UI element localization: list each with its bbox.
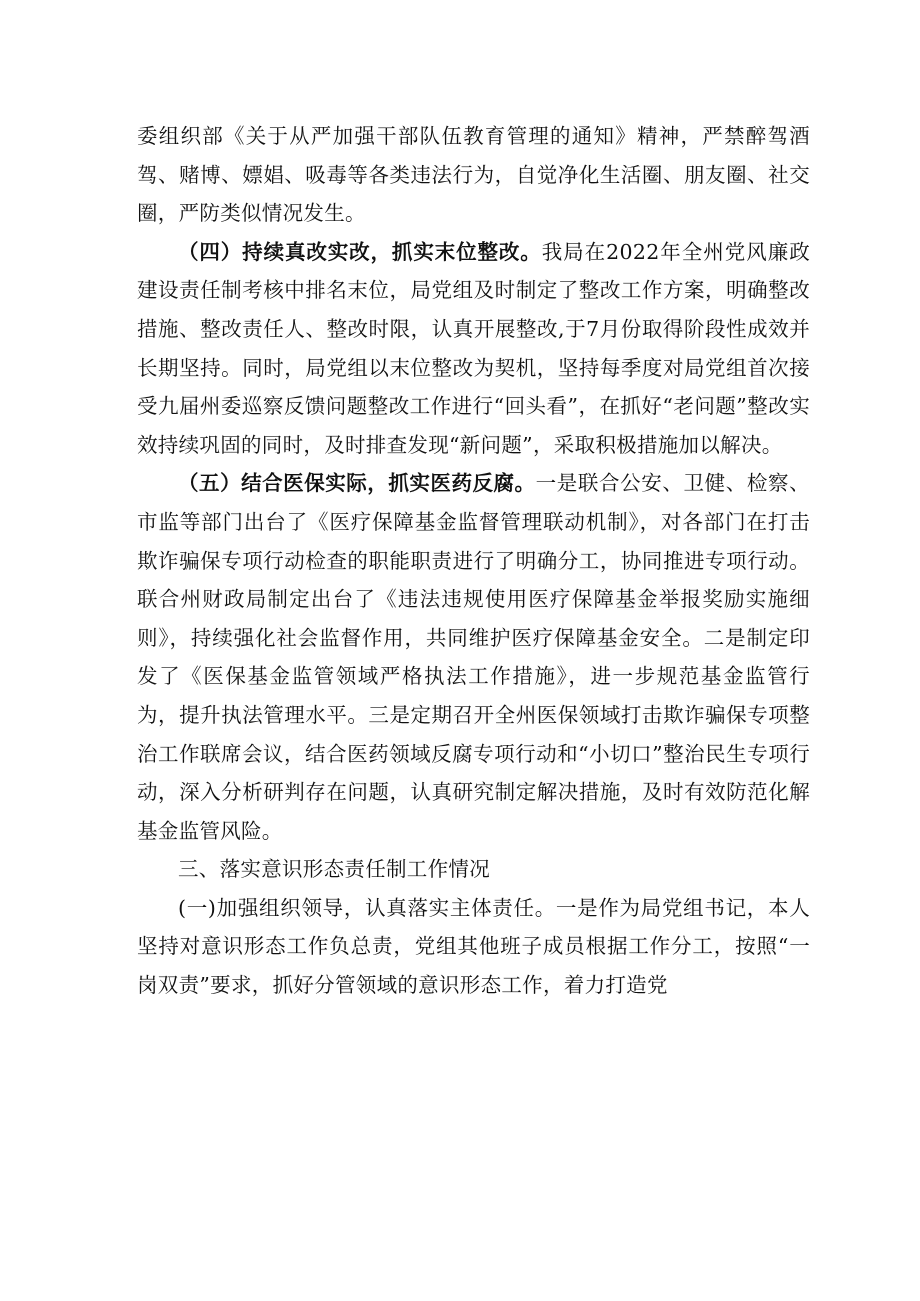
document-body [137,117,810,1005]
paragraph-text: 一是联合公安、卫健、检察、市监等部门出台了《医疗保障基金监督管理联动机制》，对各部门在打击欺诈骗保专项行动检查的职能职责进行了明确分工，协同推进专项行动。联合州财政局制定出台了《违法违规使用医疗保障基金举报奖励实施细则》，持续强化社会监督作用，共同维护医疗保障基金安全。二是制定印发了《医保基金监管领域严格执法工作措施》，进一步规范基金监管行为，提升执法管理水平。三是定期召开全州医保领域打击欺诈骗保专项整治工作联席会议，结合医药领域反腐专项行动和“小切口”整治民生专项行动，深入分析研判存在问题，认真研究制定解决措施，及时有效防范化解基金监管风险。 [137,471,810,843]
section-title-text: 三、落实意识形态责任制工作情况 [178,857,490,882]
paragraph-anticorruption [137,464,810,850]
paragraph-continuation [137,117,810,233]
paragraph-rectification [137,233,810,465]
paragraph-text: 我局在2022年全州党风廉政建设责任制考核中排名末位，局党组及时制定了整改工作方案，明确整改措施、整改责任人、整改时限，认真开展整改,于7月份取得阶段性成效并长期坚持。同时，局党组以末位整改为契机，坚持每季度对局党组首次接受九届州委巡察反馈问题整改工作进行“回头看”，在抓好“老问题”整改实效持续巩固的同时，及时排查发现“新问题”，采取积极措施加以解决。 [137,239,810,457]
paragraph-leadership [137,889,810,1005]
paragraph-text: (一)加强组织领导，认真落实主体责任。一是作为局党组书记，本人坚持对意识形态工作负总责，党组其他班子成员根据工作分工，按照“一岗双责”要求，抓好分管领域的意识形态工作，着力打造党 [137,895,810,998]
paragraph-text: 委组织部《关于从严加强干部队伍教育管理的通知》精神，严禁醉驾酒驾、赌博、嫖娼、吸毒等各类违法行为，自觉净化生活圈、朋友圈、社交圈，严防类似情况发生。 [137,124,810,226]
paragraph-heading: （四）持续真改实改，抓实末位整改。 [178,239,542,264]
section-title [137,850,810,889]
paragraph-heading: （五）结合医保实际，抓实医药反腐。 [178,471,536,496]
